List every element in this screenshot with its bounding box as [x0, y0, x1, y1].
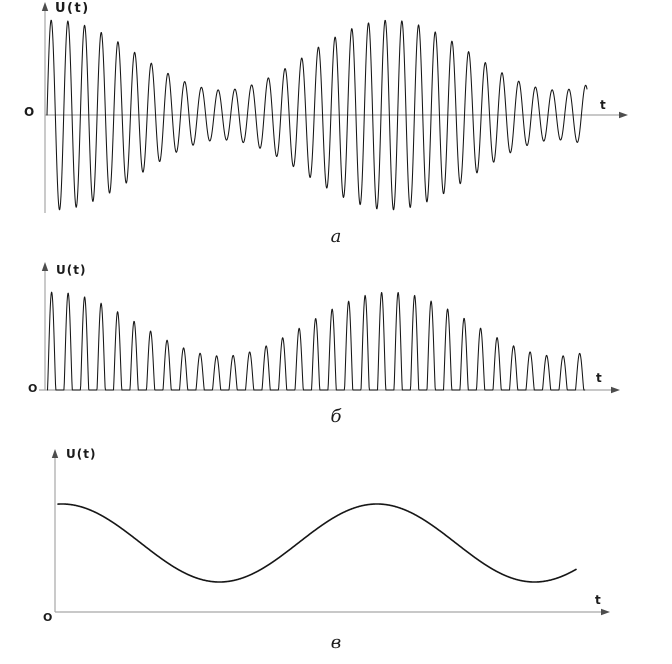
x-axis-label-v: t	[595, 593, 601, 607]
caption-a: а	[330, 226, 342, 247]
chart-b	[39, 262, 620, 393]
x-axis-arrow-icon-v	[601, 609, 610, 615]
x-axis-label-a: t	[600, 98, 606, 112]
y-axis-arrow-icon-a	[42, 2, 48, 11]
caption-b: б	[330, 406, 342, 427]
y-axis-arrow-icon-v	[52, 449, 58, 458]
chart-v	[52, 449, 610, 615]
x-axis-arrow-icon-b	[611, 387, 620, 393]
x-axis-arrow-icon-a	[619, 112, 628, 118]
origin-label-a: O	[24, 105, 35, 119]
y-axis-label-a: U(t)	[55, 1, 90, 16]
signal-trace-b	[48, 292, 585, 390]
origin-label-v: O	[43, 611, 53, 624]
y-axis-arrow-icon-b	[42, 262, 48, 271]
chart-a	[42, 2, 628, 213]
signal-trace-v	[58, 504, 576, 582]
caption-v: в	[330, 632, 342, 653]
x-axis-label-b: t	[596, 371, 602, 385]
y-axis-label-v: U(t)	[66, 447, 97, 461]
y-axis-label-b: U(t)	[56, 263, 87, 277]
origin-label-b: O	[28, 382, 38, 395]
